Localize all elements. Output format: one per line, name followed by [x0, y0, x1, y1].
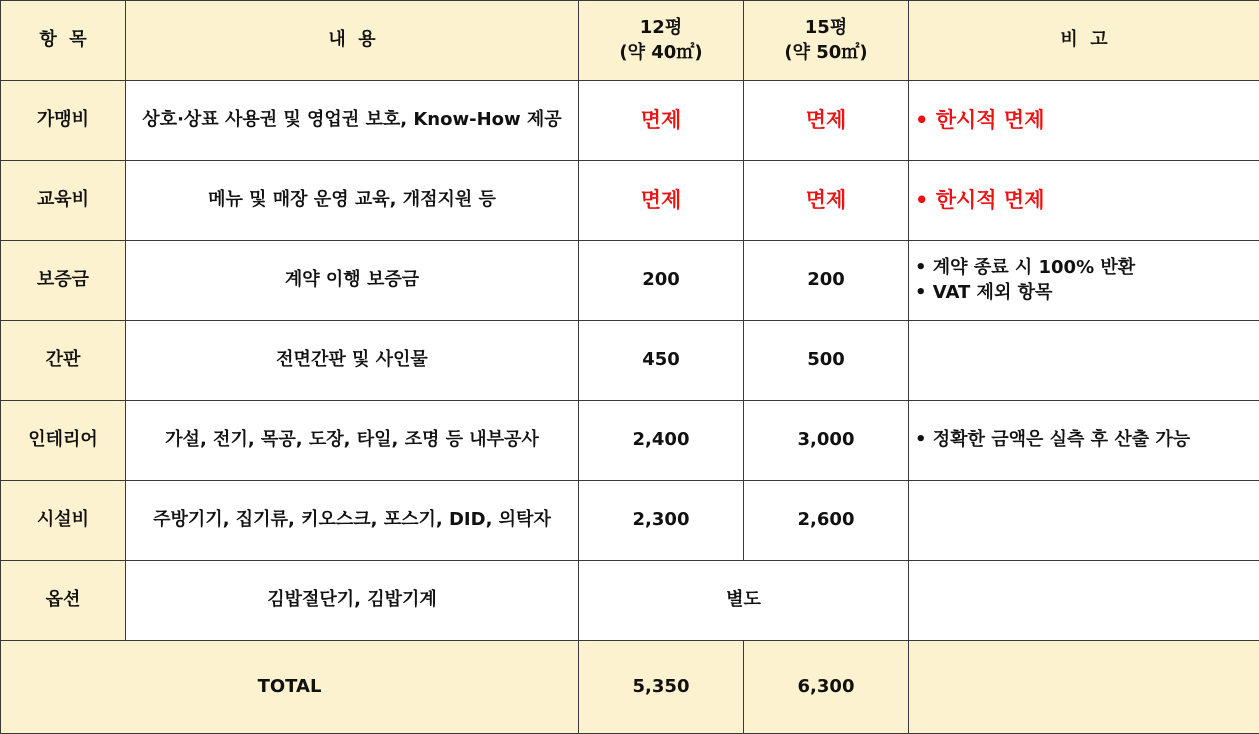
row-category: 교육비: [1, 161, 126, 241]
remark-note: • 계약 종료 시 100% 반환: [915, 257, 1136, 279]
row-category: 옵션: [1, 561, 126, 641]
row-content: 가설, 전기, 목공, 도장, 타일, 조명 등 내부공사: [126, 401, 579, 481]
remark-note: • 한시적 면제: [915, 188, 1045, 213]
row-remark: [909, 161, 1259, 241]
remark-note: • VAT 제외 항목: [915, 281, 1053, 303]
row-size-12: 200: [579, 241, 744, 321]
table-row: [1, 481, 1259, 561]
row-size-15: 면제: [744, 161, 909, 241]
row-merged-size: 별도: [579, 561, 909, 641]
row-category: 간판: [1, 321, 126, 401]
row-size-15: 2,600: [744, 481, 909, 561]
row-size-15: 3,000: [744, 401, 909, 481]
total-row: [1, 641, 1259, 734]
row-size-12: 면제: [579, 81, 744, 161]
row-remark: [909, 81, 1259, 161]
header-size-15-area: (약 50㎡): [784, 41, 868, 63]
row-remark: [909, 241, 1259, 321]
table-row: [1, 81, 1259, 161]
row-remark: [909, 401, 1259, 481]
total-size-12: 5,350: [579, 641, 744, 734]
row-size-12: 면제: [579, 161, 744, 241]
row-category: 가맹비: [1, 81, 126, 161]
total-size-15: 6,300: [744, 641, 909, 734]
table-row: [1, 561, 1259, 641]
row-size-12: 2,400: [579, 401, 744, 481]
table-row: [1, 401, 1259, 481]
header-size-12-area: (약 40㎡): [619, 41, 703, 63]
remark-note: • 한시적 면제: [915, 108, 1045, 133]
total-label: TOTAL: [1, 641, 579, 734]
header-remark: 비 고: [909, 1, 1259, 81]
row-size-12: 2,300: [579, 481, 744, 561]
row-size-15: 200: [744, 241, 909, 321]
row-remark: [909, 561, 1259, 641]
remark-note: • 정확한 금액은 실측 후 산출 가능: [915, 429, 1191, 451]
row-remark: [909, 481, 1259, 561]
table-row: [1, 321, 1259, 401]
row-size-15: 면제: [744, 81, 909, 161]
row-size-15: 500: [744, 321, 909, 401]
table-row: [1, 161, 1259, 241]
row-category: 인테리어: [1, 401, 126, 481]
row-content: 계약 이행 보증금: [126, 241, 579, 321]
header-size-12: [579, 1, 744, 81]
header-size-12-pyeong: 12평: [639, 17, 683, 39]
row-content: 메뉴 및 매장 운영 교육, 개점지원 등: [126, 161, 579, 241]
header-item: 항 목: [1, 1, 126, 81]
header-row: [1, 1, 1259, 81]
total-remark: [909, 641, 1259, 734]
row-remark: [909, 321, 1259, 401]
row-category: 시설비: [1, 481, 126, 561]
row-content: 김밥절단기, 김밥기계: [126, 561, 579, 641]
row-category: 보증금: [1, 241, 126, 321]
header-size-15-pyeong: 15평: [804, 17, 848, 39]
header-size-15: [744, 1, 909, 81]
table-row: [1, 241, 1259, 321]
header-content: 내 용: [126, 1, 579, 81]
row-content: 주방기기, 집기류, 키오스크, 포스기, DID, 의탁자: [126, 481, 579, 561]
row-content: 전면간판 및 사인물: [126, 321, 579, 401]
row-content: 상호·상표 사용권 및 영업권 보호, Know-How 제공: [126, 81, 579, 161]
row-size-12: 450: [579, 321, 744, 401]
